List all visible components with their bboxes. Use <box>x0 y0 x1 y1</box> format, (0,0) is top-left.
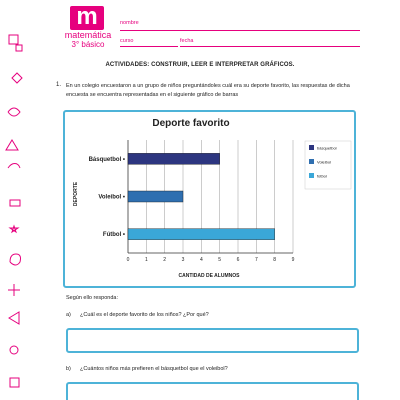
chart-category-labels <box>89 157 125 238</box>
plus-icon <box>8 284 20 296</box>
category-label-2: Voleibol • <box>98 194 125 201</box>
circle-icon <box>10 346 18 354</box>
legend-label-1: básquetbol <box>317 145 337 151</box>
x-tick-label-4: 4 <box>199 257 203 263</box>
triangle-icon <box>6 140 18 150</box>
chart-legend <box>305 141 351 189</box>
x-tick-label-0: 0 <box>126 257 130 263</box>
chart-ylabel: DEPORTE <box>73 181 79 207</box>
bar-chart <box>63 110 356 288</box>
x-tick-label-3: 3 <box>181 257 185 263</box>
x-tick-label-7: 7 <box>254 257 258 263</box>
sub-question-a-text: ¿Cuál es el deporte favorito de los niños? ¿Por qué? <box>80 312 209 318</box>
x-tick-label-5: 5 <box>218 257 222 263</box>
x-tick-label-9: 9 <box>291 257 295 263</box>
x-tick-label-2: 2 <box>163 257 167 263</box>
answer-prompt: Según ello responda: <box>66 295 118 301</box>
chart-title: Deporte favorito <box>152 118 230 129</box>
x-tick-label-1: 1 <box>144 257 148 263</box>
chart-xlabel: CANTIDAD DE ALUMNOS <box>178 273 240 279</box>
doodle-icons <box>0 0 38 400</box>
decorative-sidebar <box>0 0 38 400</box>
name-line[interactable] <box>120 30 360 31</box>
sub-question-b-text: ¿Cuántos niños más prefieren el básquetbol que el voleibol? <box>80 366 228 372</box>
x-tick-label-6: 6 <box>236 257 240 263</box>
activity-title: ACTIVIDADES: CONSTRUIR, LEER E INTERPRETAR GRÁFICOS. <box>105 62 295 68</box>
category-label-1: Básquetbol • <box>88 156 125 163</box>
course-label: curso <box>120 38 134 44</box>
x-tick-label-8: 8 <box>273 257 277 263</box>
arc-icon <box>8 164 20 169</box>
cube-icon <box>9 35 18 44</box>
legend-label-3: fútbol <box>317 173 327 179</box>
answer-box-a[interactable] <box>66 328 359 353</box>
bar-3 <box>128 229 275 240</box>
blob-icon <box>10 254 21 265</box>
rectangle-icon <box>10 200 20 206</box>
question-text: En un colegio encuestaron a un grupo de niños preguntándoles cuál era su deporte favorito, las respuestas de dicha encuesta se encuentra representadas en el siguiente gráfico de barras <box>66 83 350 98</box>
bar-1 <box>128 153 220 164</box>
leaf-icon <box>8 108 20 116</box>
diamond-icon <box>12 73 22 83</box>
logo: m <box>70 6 104 30</box>
answer-box-b[interactable] <box>66 382 359 400</box>
category-label-3: Fútbol • <box>102 232 125 239</box>
legend-swatch-2 <box>309 159 314 164</box>
chart-tick-labels <box>127 257 295 263</box>
name-label: nombre <box>120 20 139 26</box>
legend-swatch-3 <box>309 173 314 178</box>
bar-2 <box>128 191 183 202</box>
course-line[interactable] <box>120 46 178 47</box>
sub-question-a-label: a) <box>66 312 71 318</box>
legend-label-2: Voleibol <box>317 159 332 165</box>
sub-question-b-label: b) <box>66 366 71 372</box>
flag-icon <box>9 312 19 324</box>
grade-label: 3° básico <box>71 40 105 49</box>
small-square-icon <box>16 45 22 51</box>
star-icon <box>10 226 18 232</box>
date-label: fecha <box>180 38 194 44</box>
brand-name: matemática <box>64 30 112 40</box>
question-number: 1. <box>56 82 62 88</box>
date-line[interactable] <box>180 46 360 47</box>
cube-icon-bottom <box>10 378 19 387</box>
legend-swatch-1 <box>309 145 314 150</box>
